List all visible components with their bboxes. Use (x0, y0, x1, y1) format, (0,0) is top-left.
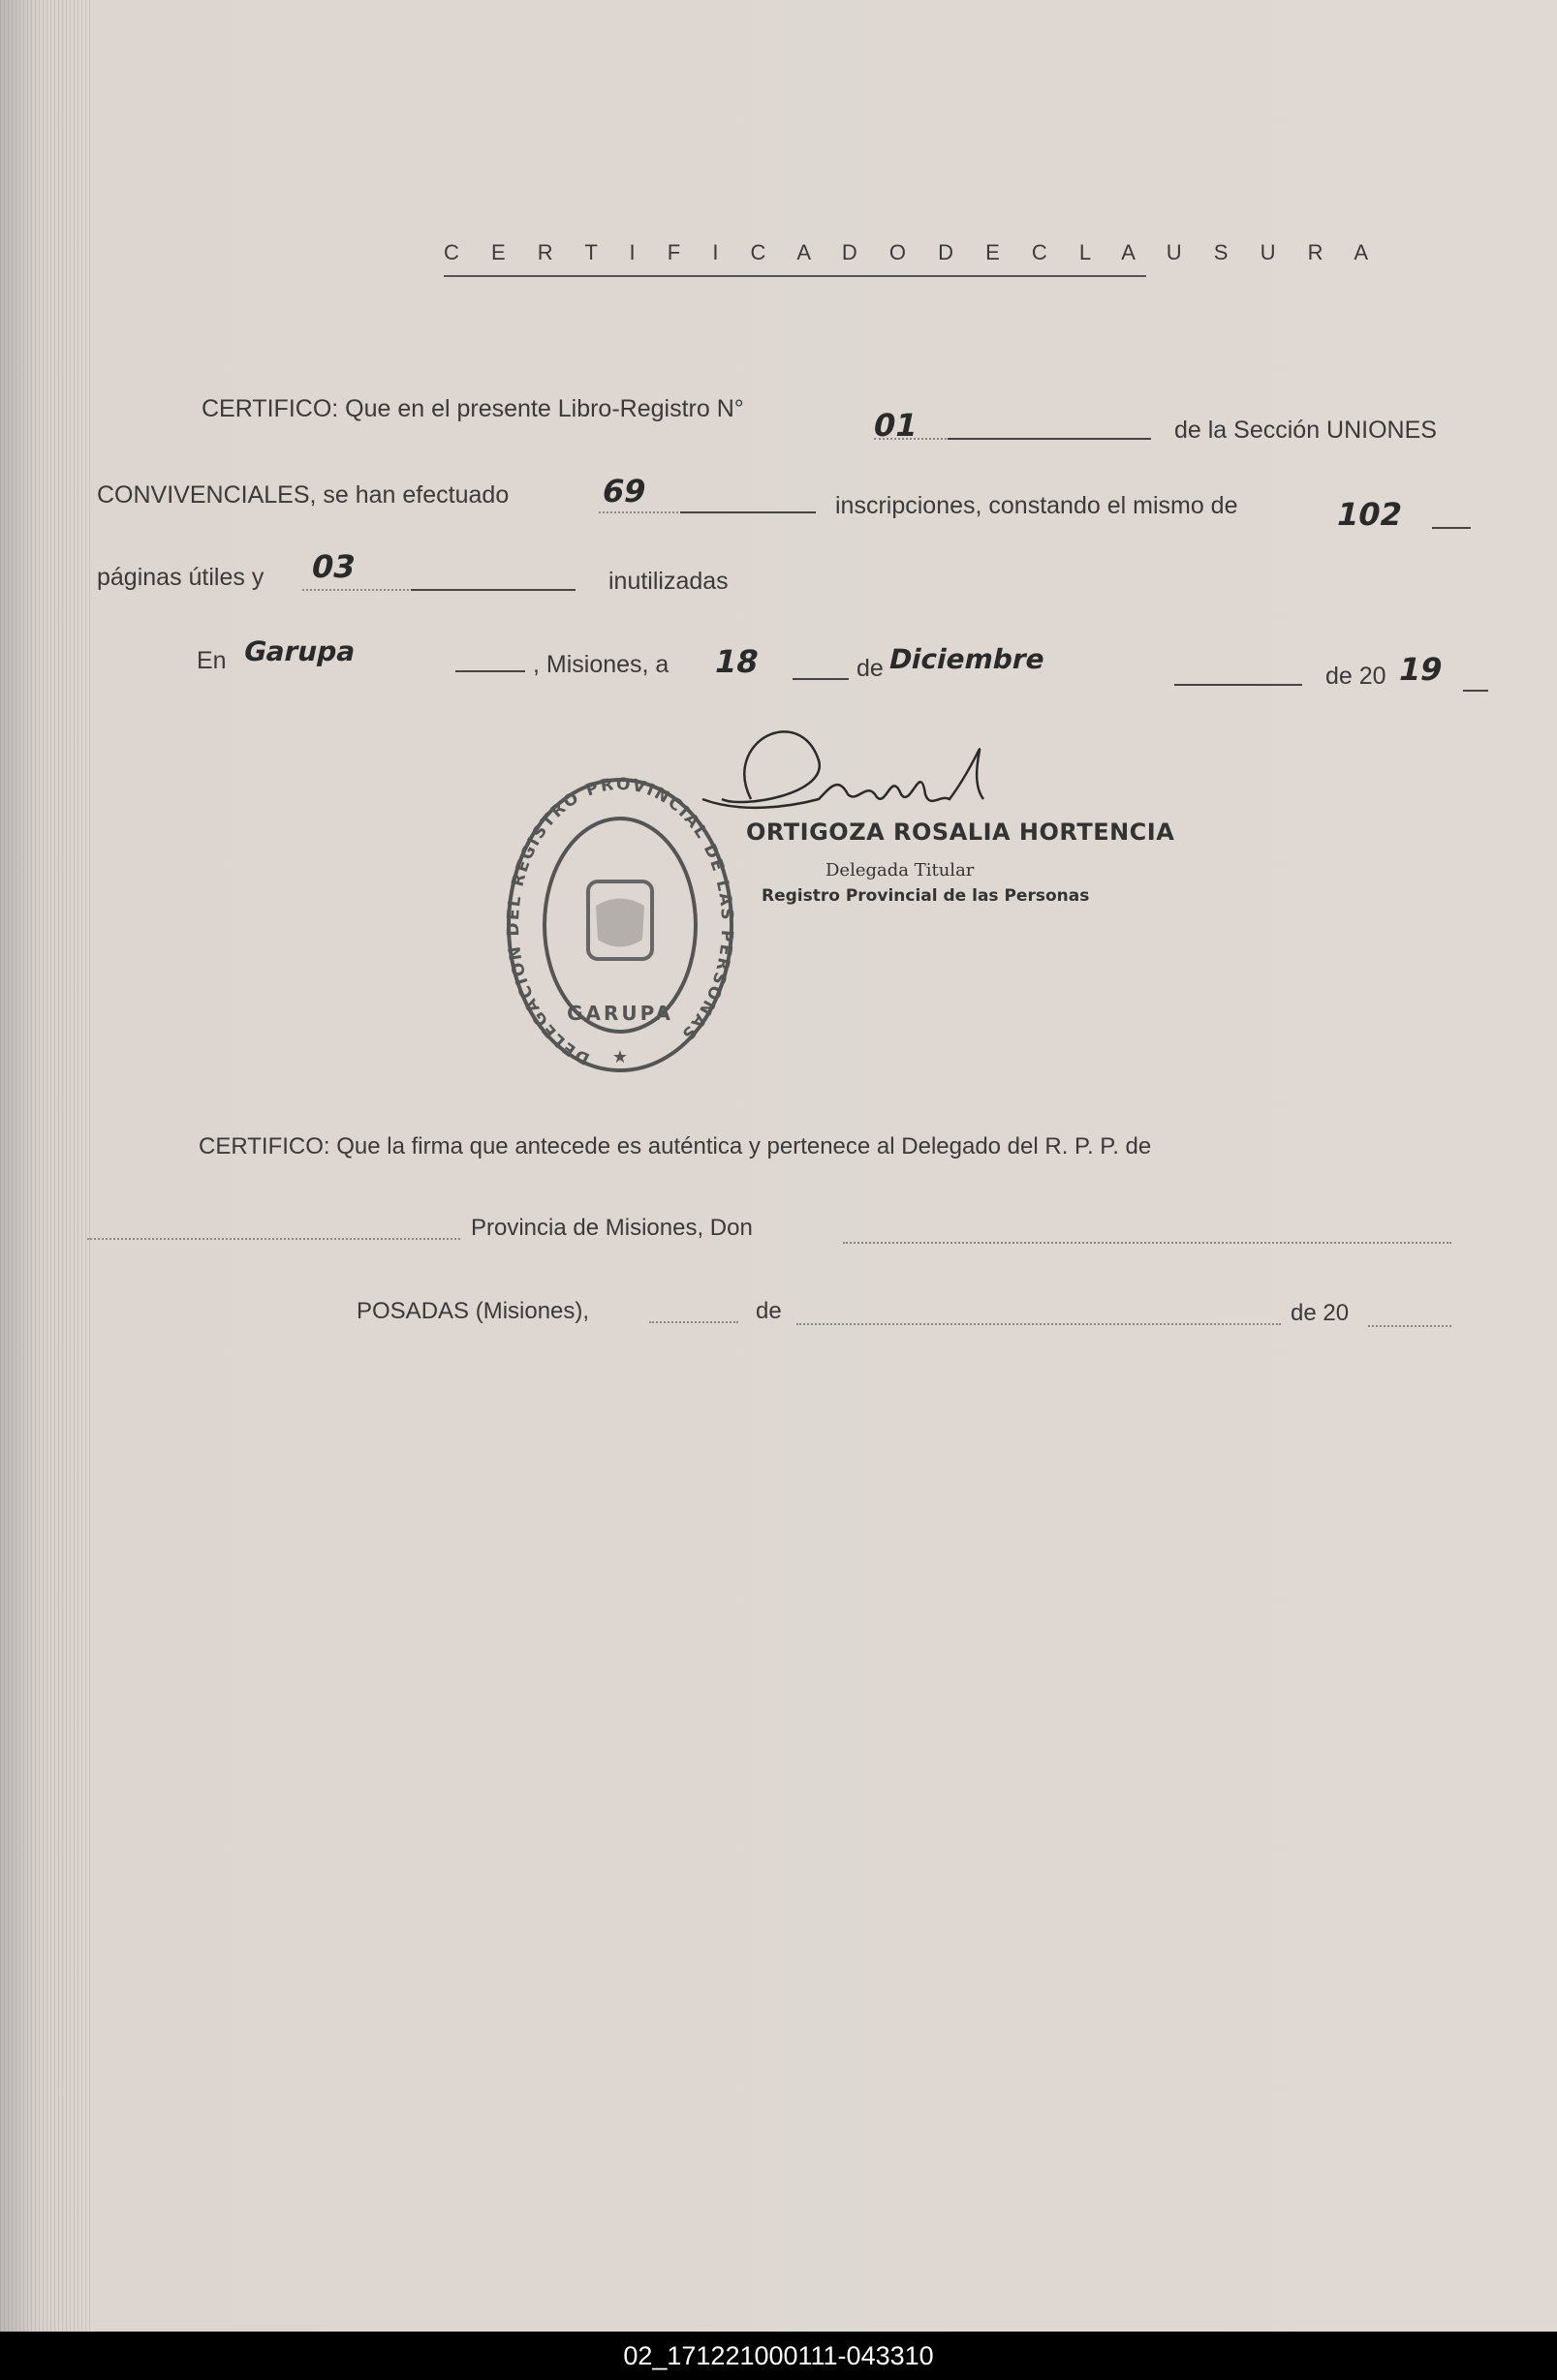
place-name: Garupa (240, 635, 359, 667)
cert2-line3-de: de (756, 1298, 782, 1324)
line4-en: En (197, 647, 227, 674)
blank-line (680, 511, 816, 513)
handwritten-signature (683, 702, 1012, 828)
dotted-leader (649, 1321, 738, 1323)
line2-middle: inscripciones, constando el mismo de (835, 492, 1238, 519)
blank-line (411, 589, 576, 591)
dotted-leader (302, 589, 409, 591)
page-edge-stack (0, 0, 92, 2332)
cert2-line3-de20: de 20 (1291, 1300, 1350, 1326)
line1-suffix: de la Sección UNIONES (1174, 417, 1437, 444)
signatory-role: Delegada Titular (825, 860, 975, 881)
scan-id-footer: 02_171221000111-043310 (0, 2332, 1557, 2380)
blank-line (1432, 527, 1471, 529)
dotted-leader (1368, 1325, 1451, 1327)
dotted-leader (599, 511, 678, 513)
line3-suffix: inutilizadas (608, 568, 729, 595)
dotted-leader (796, 1323, 1281, 1325)
signatory-name: ORTIGOZA ROSALIA HORTENCIA (746, 819, 1175, 846)
blank-line (948, 438, 1151, 440)
certificate-title: C E R T I F I C A D O D E C L A U S U R A (444, 240, 1146, 277)
star-icon: ★ (611, 1047, 629, 1066)
book-number: 01 (869, 407, 921, 444)
blank-line (793, 678, 849, 680)
inscriptions-count: 69 (598, 473, 650, 510)
svg-text:GARUPA: GARUPA (567, 1002, 673, 1025)
blank-line (1174, 684, 1302, 686)
month-name: Diciembre (886, 643, 1048, 675)
year-number: 19 (1394, 651, 1447, 688)
cert2-line2: Provincia de Misiones, Don (471, 1215, 753, 1241)
dotted-leader (874, 438, 947, 440)
line1-prefix: CERTIFICO: Que en el presente Libro-Registro N° (202, 395, 744, 422)
signatory-office: Registro Provincial de las Personas (762, 886, 1090, 906)
pages-count: 102 (1332, 496, 1406, 533)
cert2-line3-prefix: POSADAS (Misiones), (357, 1298, 590, 1324)
line2-prefix: CONVIVENCIALES, se han efectuado (97, 481, 510, 509)
blank-line (1463, 690, 1488, 692)
unused-pages-count: 03 (307, 548, 359, 585)
line4-misiones: , Misiones, a (533, 651, 670, 678)
line4-de1: de (856, 655, 884, 682)
day-number: 18 (710, 643, 763, 680)
line3-prefix: páginas útiles y (97, 564, 265, 591)
line4-de2: de 20 (1325, 663, 1386, 690)
cert2-line1: CERTIFICO: Que la firma que antecede es auténtica y pertenece al Delegado del R. P. P. de (199, 1133, 1152, 1159)
dotted-leader (843, 1242, 1451, 1244)
svg-text:DELEGACION DEL REGISTRO PROVIN: DELEGACION DEL REGISTRO PROVINCIAL DE LAS PERSONAS (503, 774, 737, 1068)
blank-line (455, 670, 525, 672)
dotted-leader (87, 1238, 460, 1240)
